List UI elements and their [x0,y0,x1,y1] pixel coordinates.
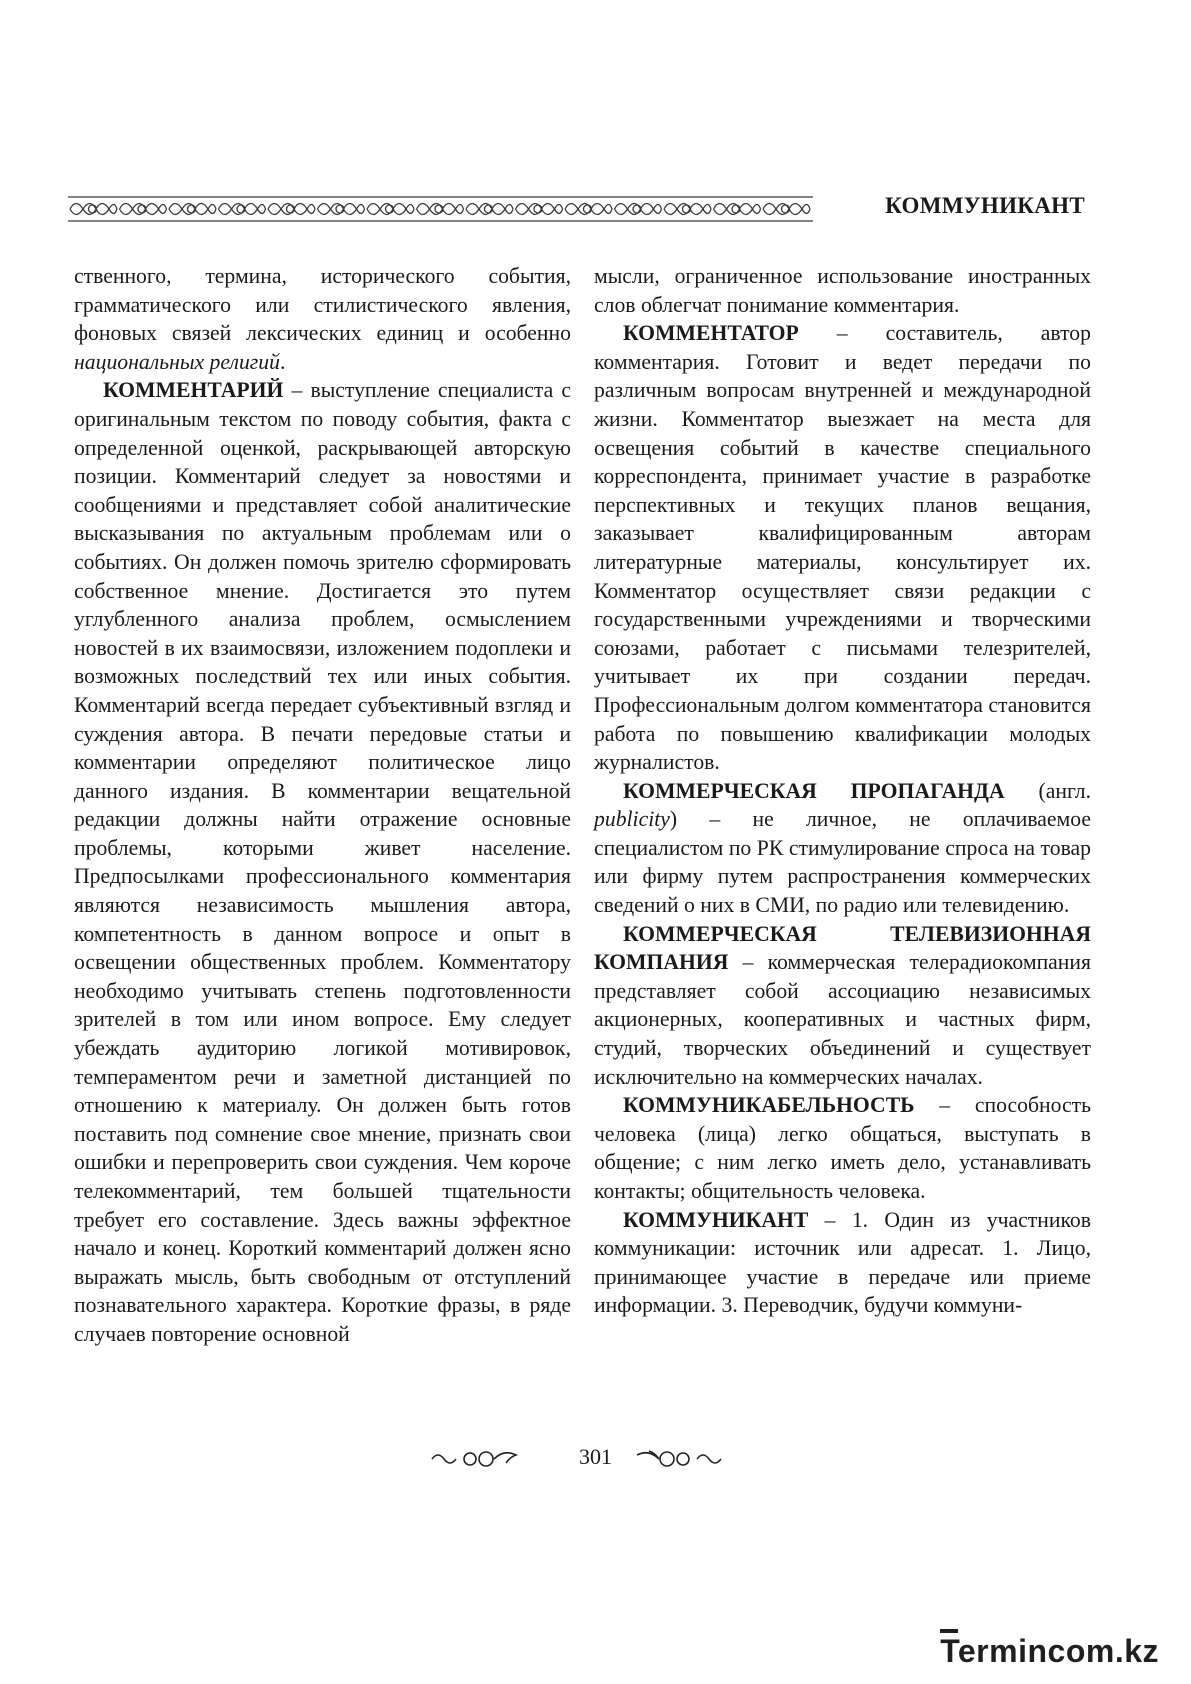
folio-ornament-right-icon [633,1448,723,1470]
entry-kommercheskaya-propaganda [594,777,1091,920]
entry-definition: ) – не личное, не оплачиваемое специалистом по РК стимулирование спроса на товар или фирму путем распространения коммерческих сведений о них в СМИ, по радио или телевидению. [594,807,1091,918]
entry-term: КОММЕРЧЕСКАЯ ПРОПАГАНДА [623,778,1005,803]
entry-definition: – способность человека (лица) легко общаться, выступать в общение; с ним легко иметь дело, устанавливать контакты; общительность человека. [594,1093,1091,1203]
paragraph-text: мысли, ограниченное использование иностранных слов облегчат понимание комментария. [594,264,1091,317]
entry-kommentariy [74,376,571,1348]
italic-phrase: национальных религий [74,349,280,374]
entry-definition: – коммерческая телерадиокомпания представляет собой ассоциацию независимых акционерных, кооперативных и частных фирм, студий, творческих объединений и существует исключительно на коммерческих началах. [594,950,1091,1089]
paragraph-text: ственного, термина, исторического события, грамматического или стилистического явления, фоновых связей лексических единиц и особенно [74,264,571,346]
entry-kommercheskaya-tv-kompaniya [594,920,1091,1092]
entry-term: КОММЕРЧЕСКАЯ ТЕЛЕВИЗИОННАЯ КОМПАНИЯ [594,921,1091,975]
entry-term: КОММУНИКАНТ [623,1207,809,1232]
italic-phrase: publicity [594,807,670,832]
site-watermark [940,1633,1159,1670]
watermark-text: ermincom.kz [957,1633,1159,1669]
entry-definition: – выступление специалиста с оригинальным текстом по поводу события, факта с определенной оценкой, раскрывающей авторскую позиции. Комментарий следует за новостями и сообщениями и представляет собой аналитические высказывания по актуальным проблемам или о событиях. Он должен помочь зрителю сформировать собственное мнение. Достигается это путем углубленного анализа проблем, осмыслением новостей в их взаимосвязи, изложением подоплеки и возможных последствий тех или иных события. Комментарий всегда передает субъективный взгляд и суждения автора. В печати передовые статьи и комментарии определяют политическое лицо данного издания. В комментарии вещательной редакции должны найти отражение основные проблемы, которыми живет население. Предпосылками профессионального комментария являются независимость мышления автора, компетентность в данном вопросе и опыт в освещении общественных проблем. Комментатору необходимо учитывать степень подготовленности зрителей в том или ином вопросе. Ему следует убеждать аудиторию логикой мотивировок, темпераментом речи и заметной дистанцией по отношению к материалу. Он должен быть готов поставить под сомнение свое мнение, признать свои ошибки и перепроверить свои суждения. Чем короче телекомментарий, тем большей тщательности требует его составление. Здесь важны эффектное начало и конец. Короткий комментарий должен ясно выражать мысль, быть свободным от отступлений познавательного характера. Короткие фразы, в ряде случаев повторение основной [74,378,571,1346]
entry-definition: (англ. [1004,778,1091,803]
entry-kommentator [594,319,1091,777]
left-column [74,262,571,1349]
right-column [594,262,1091,1320]
paragraph-continuation [74,262,571,376]
paragraph-text: . [279,349,286,374]
entry-term: КОММЕНТАТОР [623,321,799,346]
entry-definition: – составитель, автор комментария. Готовит и ведет передачи по различным вопросам внутренней и международной жизни. Комментатор выезжает на места для освещения событий в качестве специального корреспондента, принимает участие в разработке перспективных и текущих планов вещания, заказывает квалифицированным авторам литературные материалы, консультирует их. Комментатор осуществляет связи редакции с государственными учреждениями и творческими союзами, работает с письмами телезрителей, учитывает их при создании передач. Профессиональным долгом комментатора становится работа по повышению квалификации молодых журналистов. [594,321,1091,775]
watermark-letter: T [940,1629,958,1669]
entry-kommunikant [594,1206,1091,1320]
page-number: 301 [579,1444,612,1469]
entry-term: КОММЕНТАРИЙ [103,378,284,403]
paragraph-continuation [594,262,1091,319]
entry-term: КОММУНИКАБЕЛЬНОСТЬ [623,1093,915,1118]
running-head: КОММУНИКАНТ [885,193,1085,218]
entry-definition: – 1. Один из участников коммуникации: источник или адресат. 1. Лицо, принимающее участие в передаче или приеме информации. 3. Переводчик, будучи коммуни- [594,1207,1091,1318]
entry-kommunikabelnost [594,1091,1091,1205]
decorative-ornament-band [68,194,813,224]
